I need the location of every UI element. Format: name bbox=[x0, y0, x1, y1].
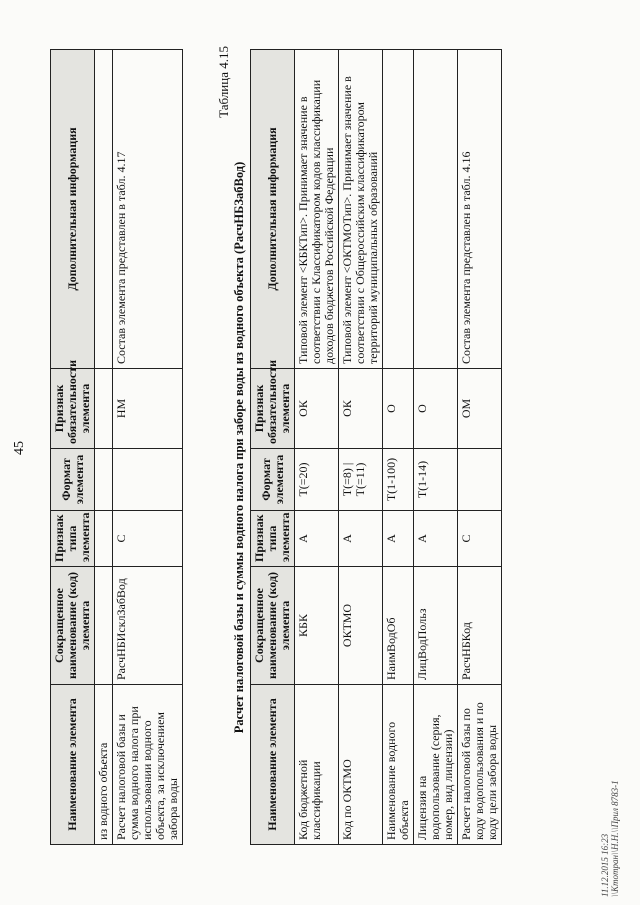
header-type: Признак типа элемента bbox=[51, 511, 95, 567]
cell-code: РасчНБИсклЗабВод bbox=[113, 567, 183, 685]
cell-info: Типовой элемент <КБКТип>. Принимает значение в соответствии с Классификатором кодов классификации доходов бюджетов Российской Федерации bbox=[295, 50, 339, 369]
cell-name: Код бюджетной классификации bbox=[295, 685, 339, 845]
cell-type bbox=[95, 511, 113, 567]
cell-type: С bbox=[113, 511, 183, 567]
cell-required: ОМ bbox=[458, 369, 502, 449]
table-header-row bbox=[51, 50, 95, 845]
table-row bbox=[458, 50, 502, 845]
cell-code: КБК bbox=[295, 567, 339, 685]
table-title: Расчет налоговой базы и суммы водного налога при заборе воды из водного объекта (РасчНБЗабВод) bbox=[232, 161, 246, 734]
cell-name: Расчет налоговой базы по коду водопользования и по коду цели забора воды bbox=[458, 685, 502, 845]
cell-type: А bbox=[295, 511, 339, 567]
header-code: Сокращенное наименование (код) элемента bbox=[251, 567, 295, 685]
cell-info: Состав элемента представлен в табл. 4.17 bbox=[113, 50, 183, 369]
cell-required: ОК bbox=[295, 369, 339, 449]
cell-required bbox=[95, 369, 113, 449]
cell-code: ОКТМО bbox=[339, 567, 383, 685]
cell-required: ОК bbox=[339, 369, 383, 449]
cell-code: РасчНБКод bbox=[458, 567, 502, 685]
cell-format: T(1-100) bbox=[383, 449, 414, 511]
cell-format bbox=[95, 449, 113, 511]
cell-format bbox=[113, 449, 183, 511]
table-header-row bbox=[251, 50, 295, 845]
page-number: 45 bbox=[12, 441, 27, 455]
print-stamp bbox=[600, 780, 620, 897]
cell-type: А bbox=[339, 511, 383, 567]
cell-info: Состав элемента представлен в табл. 4.16 bbox=[458, 50, 502, 369]
table-row bbox=[339, 50, 383, 845]
cell-format: T(=20) bbox=[295, 449, 339, 511]
cell-name: из водного объекта bbox=[95, 685, 113, 845]
cell-name: Лицензия на водопользование (серия, номер, вид лицензии) bbox=[414, 685, 458, 845]
stamp-datetime: 11.12.2015 16:23 bbox=[600, 833, 610, 897]
header-format: Формат элемента bbox=[251, 449, 295, 511]
stamp-path: \\Ктотран\\Н.Н.\\Прил 8783-1 bbox=[610, 780, 620, 897]
header-info: Дополнительная информация bbox=[51, 50, 95, 369]
cell-code: НаимВодОб bbox=[383, 567, 414, 685]
table-continued bbox=[50, 49, 183, 845]
cell-info bbox=[383, 50, 414, 369]
header-type: Признак типа элемента bbox=[251, 511, 295, 567]
cell-info bbox=[95, 50, 113, 369]
cell-required: НМ bbox=[113, 369, 183, 449]
cell-type: С bbox=[458, 511, 502, 567]
header-required: Признак обязательности элемента bbox=[251, 369, 295, 449]
header-code: Сокращенное наименование (код) элемента bbox=[51, 567, 95, 685]
cell-format bbox=[458, 449, 502, 511]
header-name: Наименование элемента bbox=[51, 685, 95, 845]
header-name: Наименование элемента bbox=[251, 685, 295, 845]
cell-info: Типовой элемент <ОКТМОТип>. Принимает значение в соответствии с Общероссийским классификатором территорий муниципальных образований bbox=[339, 50, 383, 369]
table-row bbox=[414, 50, 458, 845]
cell-type: А bbox=[383, 511, 414, 567]
cell-name: Наименование водного объекта bbox=[383, 685, 414, 845]
cell-name: Расчет налоговой базы и сумма водного налога при использовании водного объекта, за исключением забора воды bbox=[113, 685, 183, 845]
cell-code bbox=[95, 567, 113, 685]
cell-name: Код по ОКТМО bbox=[339, 685, 383, 845]
header-info: Дополнительная информация bbox=[251, 50, 295, 369]
cell-info bbox=[414, 50, 458, 369]
cell-required: О bbox=[414, 369, 458, 449]
cell-code: ЛицВодПольз bbox=[414, 567, 458, 685]
table-4-15 bbox=[250, 49, 502, 845]
cell-format: T(1-14) bbox=[414, 449, 458, 511]
table-row bbox=[295, 50, 339, 845]
header-required: Признак обязательности элемента bbox=[51, 369, 95, 449]
table-row bbox=[113, 50, 183, 845]
table-row bbox=[95, 50, 113, 845]
cell-required: О bbox=[383, 369, 414, 449]
cell-format: T(=8) | T(=11) bbox=[339, 449, 383, 511]
header-format: Формат элемента bbox=[51, 449, 95, 511]
cell-type: А bbox=[414, 511, 458, 567]
table-number: Таблица 4.15 bbox=[216, 46, 231, 118]
table-row bbox=[383, 50, 414, 845]
